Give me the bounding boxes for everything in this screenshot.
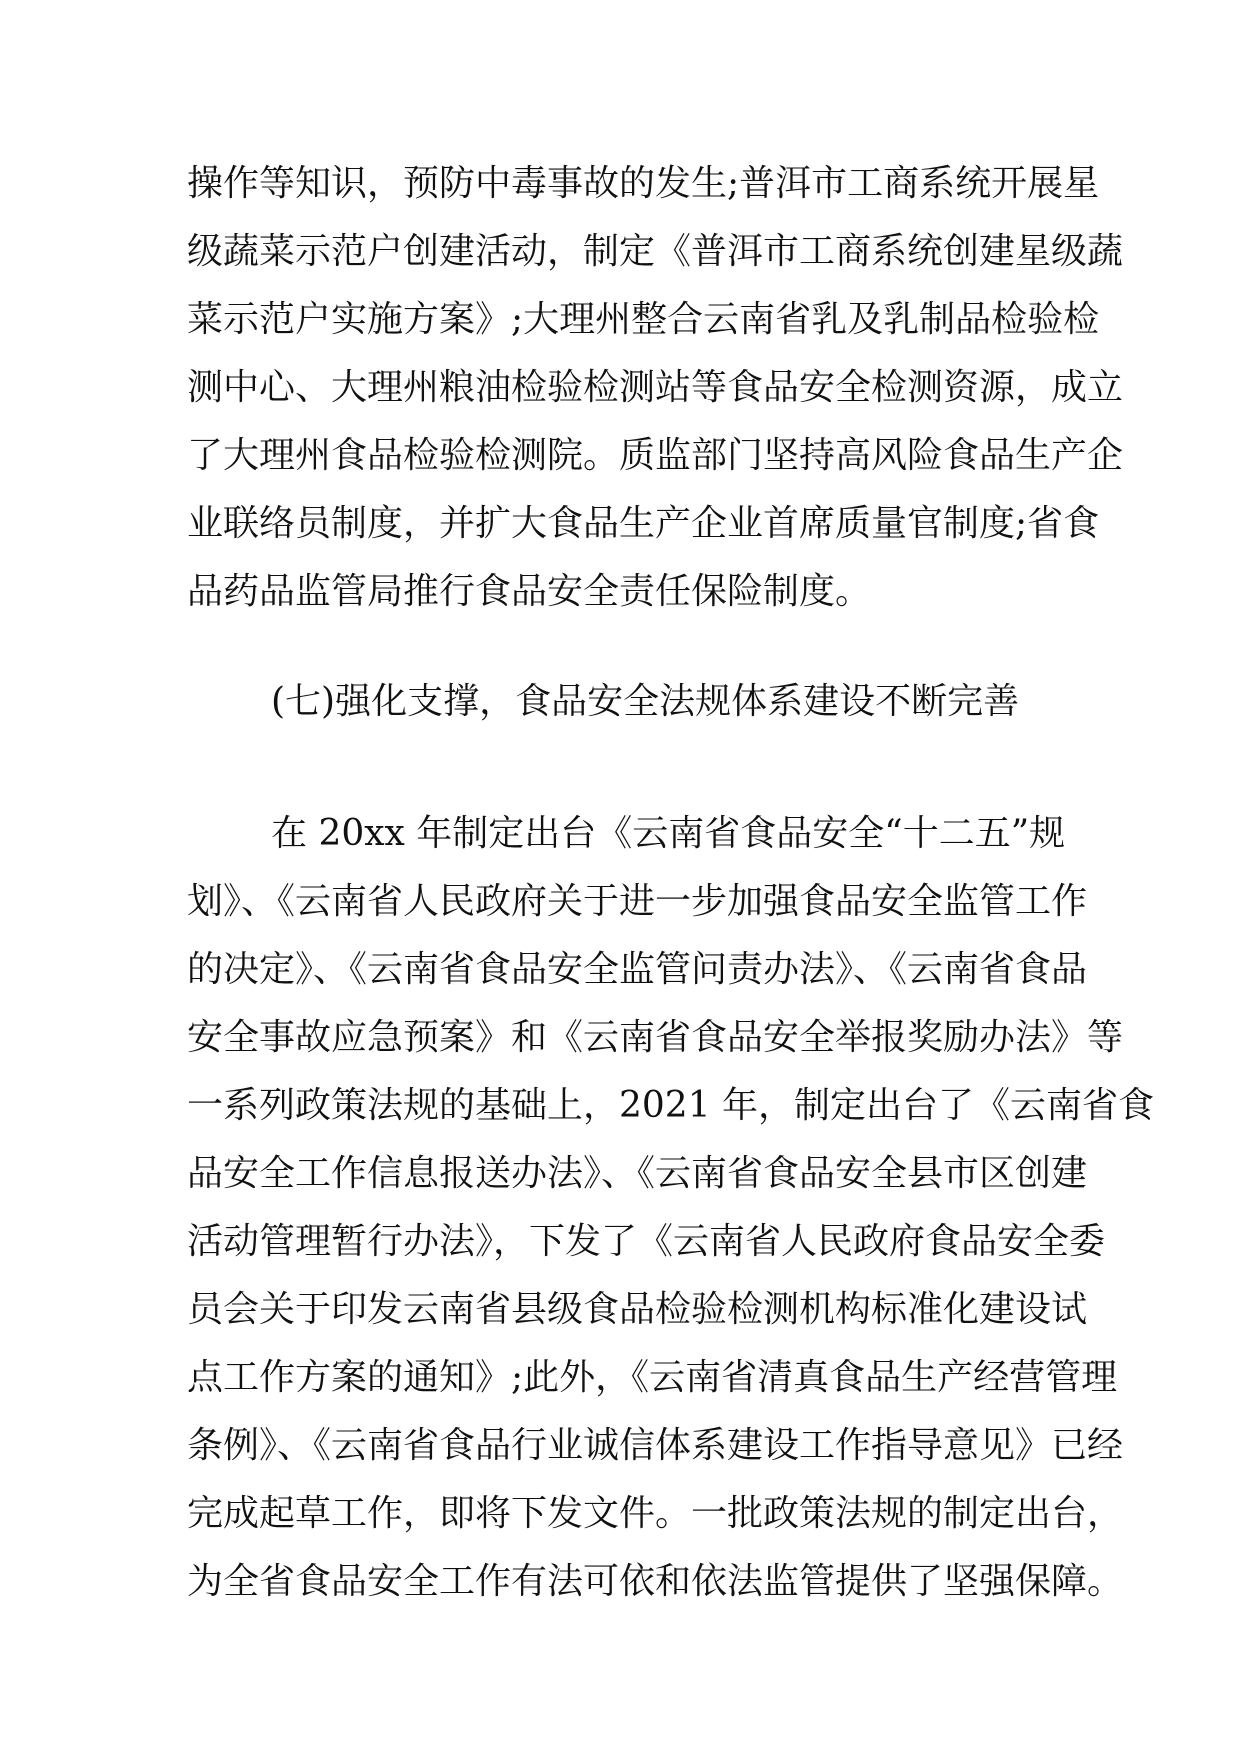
- section-heading: (七)强化支撑，食品安全法规体系建设不断完善: [271, 681, 1020, 722]
- paragraph-line: 了大理州食品检验检测院。质监部门坚持高风险食品生产企: [187, 435, 1124, 476]
- paragraph-line: 菜示范户实施方案》;大理州整合云南省乳及乳制品检验检: [187, 299, 1100, 340]
- paragraph-line: 品安全工作信息报送办法》、《云南省食品安全县市区创建: [187, 1153, 1088, 1194]
- paragraph-regulations: [187, 800, 1155, 1616]
- paragraph-food-safety-measures: [187, 150, 1124, 626]
- paragraph-line: 在 20xx 年制定出台《云南省食品安全“十二五”规: [271, 813, 1066, 854]
- paragraph-line: 一系列政策法规的基础上，2021 年，制定出台了《云南省食: [187, 1085, 1155, 1126]
- paragraph-line: 点工作方案的通知》;此外，《云南省清真食品生产经营管理: [187, 1357, 1118, 1398]
- paragraph-line: 为全省食品安全工作有法可依和依法监管提供了坚强保障。: [187, 1561, 1124, 1602]
- paragraph-line: 完成起草工作，即将下发文件。一批政策法规的制定出台，: [187, 1493, 1124, 1534]
- paragraph-line: 的决定》、《云南省食品安全监管问责办法》、《云南省食品: [187, 949, 1088, 990]
- paragraph-line: 业联络员制度，并扩大食品生产企业首席质量官制度;省食: [187, 503, 1100, 544]
- paragraph-line: 操作等知识，预防中毒事故的发生;普洱市工商系统开展星: [187, 163, 1100, 204]
- paragraph-line: 测中心、大理州粮油检验检测站等食品安全检测资源，成立: [187, 367, 1124, 408]
- paragraph-line: 条例》、《云南省食品行业诚信体系建设工作指导意见》已经: [187, 1425, 1124, 1466]
- paragraph-line: 活动管理暂行办法》，下发了《云南省人民政府食品安全委: [187, 1221, 1106, 1262]
- paragraph-line: 划》、《云南省人民政府关于进一步加强食品安全监管工作: [187, 881, 1088, 922]
- paragraph-line: 级蔬菜示范户创建活动，制定《普洱市工商系统创建星级蔬: [187, 231, 1124, 272]
- paragraph-line: 安全事故应急预案》和《云南省食品安全举报奖励办法》等: [187, 1017, 1124, 1058]
- paragraph-line: 员会关于印发云南省县级食品检验检测机构标准化建设试: [187, 1289, 1088, 1330]
- paragraph-line: 品药品监管局推行食品安全责任保险制度。: [187, 571, 872, 612]
